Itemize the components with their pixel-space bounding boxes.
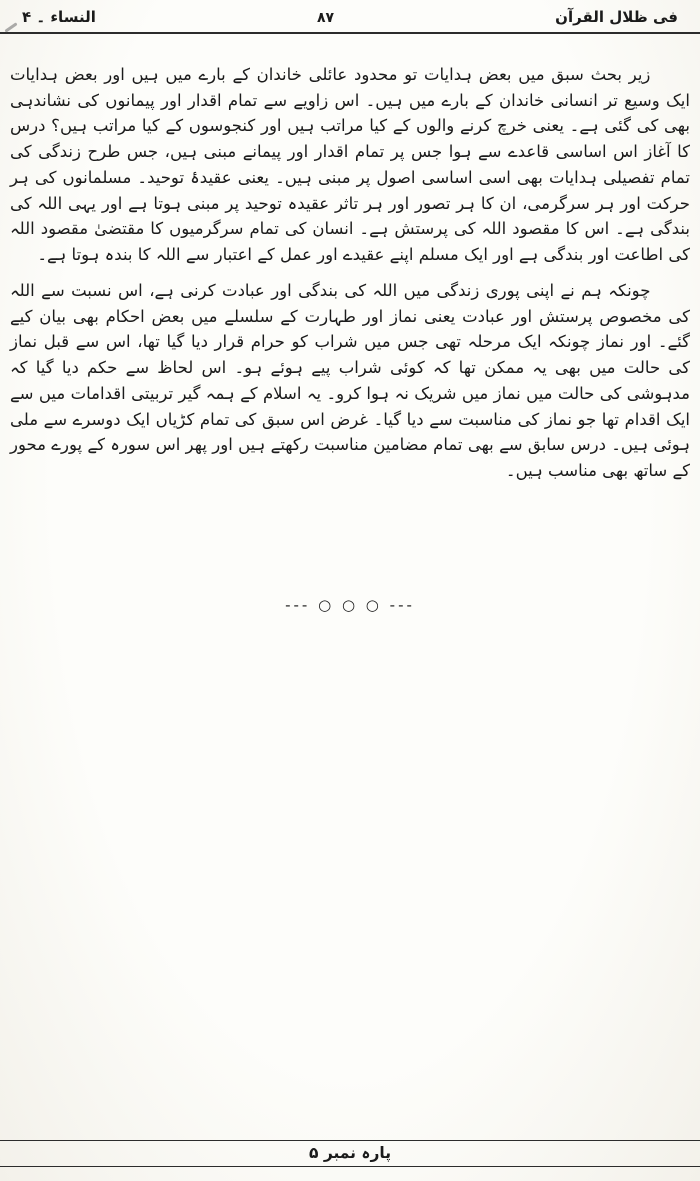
para-number-label: پارہ نمبر ۵: [308, 1144, 392, 1162]
section-separator: --- ○ ○ ○ ---: [285, 595, 415, 614]
paragraph-1: زیر بحث سبق میں بعض ہدایات تو محدود عائلی خاندان کے بارے میں ہیں اور بعض ہدایات ایک وسیع تر انسانی خاندان کے بارے میں ہیں۔ اس زاویے سے تمام اقدار اور پیمانوں کی نشاندہی بھی کی گئی ہے۔ یعنی خرچ کرنے والوں کے کیا مراتب ہیں اور کنجوسوں کے کیا مراتب ہیں؟ درس کا آغاز اس اساسی قاعدے سے ہوا جس پر تمام اقدار اور پیمانے مبنی ہیں، جس طرح زندگی کی تمام تفصیلی ہدایات بھی اسی اساسی اصول پر مبنی ہیں۔ یعنی عقیدۂ توحید۔ مسلمانوں کی ہر حرکت اور ہر سرگرمی، ان کا ہر تصور اور ہر تاثر عقیدہ توحید پر مبنی ہوتا ہے اور یہی اللہ کی بندگی ہے۔ اس کا مقصود اللہ کی پرستش ہے۔ انسان کی تمام سرگرمیوں کا مقتضیٰ مقصود اللہ کی اطاعت اور بندگی ہے اور ایک مسلم اپنے عقیدے اور عمل کے اعتبار سے اللہ کا بندہ ہوتا ہے۔: [10, 65, 690, 265]
page-number: ۸۷: [316, 10, 335, 26]
footer-divider-bottom: [0, 1166, 700, 1167]
surah-reference: النساء ۔ ۴: [22, 8, 96, 26]
paragraph-2: چونکہ ہم نے اپنی پوری زندگی میں اللہ کی بندگی اور عبادت کرنی ہے، اس نسبت سے اللہ کی مخصوص پرستش اور عبادت یعنی نماز اور طہارت کے سلسلے میں بعض احکام بھی بیان کیے گئے۔ اور نماز چونکہ ایک مرحلہ تھی جس میں شراب کو حرام قرار دیا گیا تھا، اس سے قبل نماز کی حالت میں بھی یہ ممکن تھا کہ کوئی شراب پیے ہوئے ہو۔ اس لحاظ سے حکم دیا گیا کہ مدہوشی کی حالت میں نماز میں شریک نہ ہوا کرو۔ یہ اسلام کے ہمہ گیر تربیتی اقدامات میں سے ایک اقدام تھا جو نماز کی مناسبت سے دیا گیا۔ غرض اس سبق کی تمام کڑیاں ایک دوسرے سے ملی ہوئی ہیں۔ درس سابق سے بھی تمام مضامین مناسبت رکھتے ہیں اور پھر اس سورہ کے پورے محور کے ساتھ بھی مناسب ہیں۔: [10, 280, 690, 481]
book-title: فی ظلال القرآن: [555, 8, 678, 26]
page-footer: [0, 1140, 700, 1167]
body-text: [0, 34, 700, 484]
page-header: [0, 0, 700, 30]
